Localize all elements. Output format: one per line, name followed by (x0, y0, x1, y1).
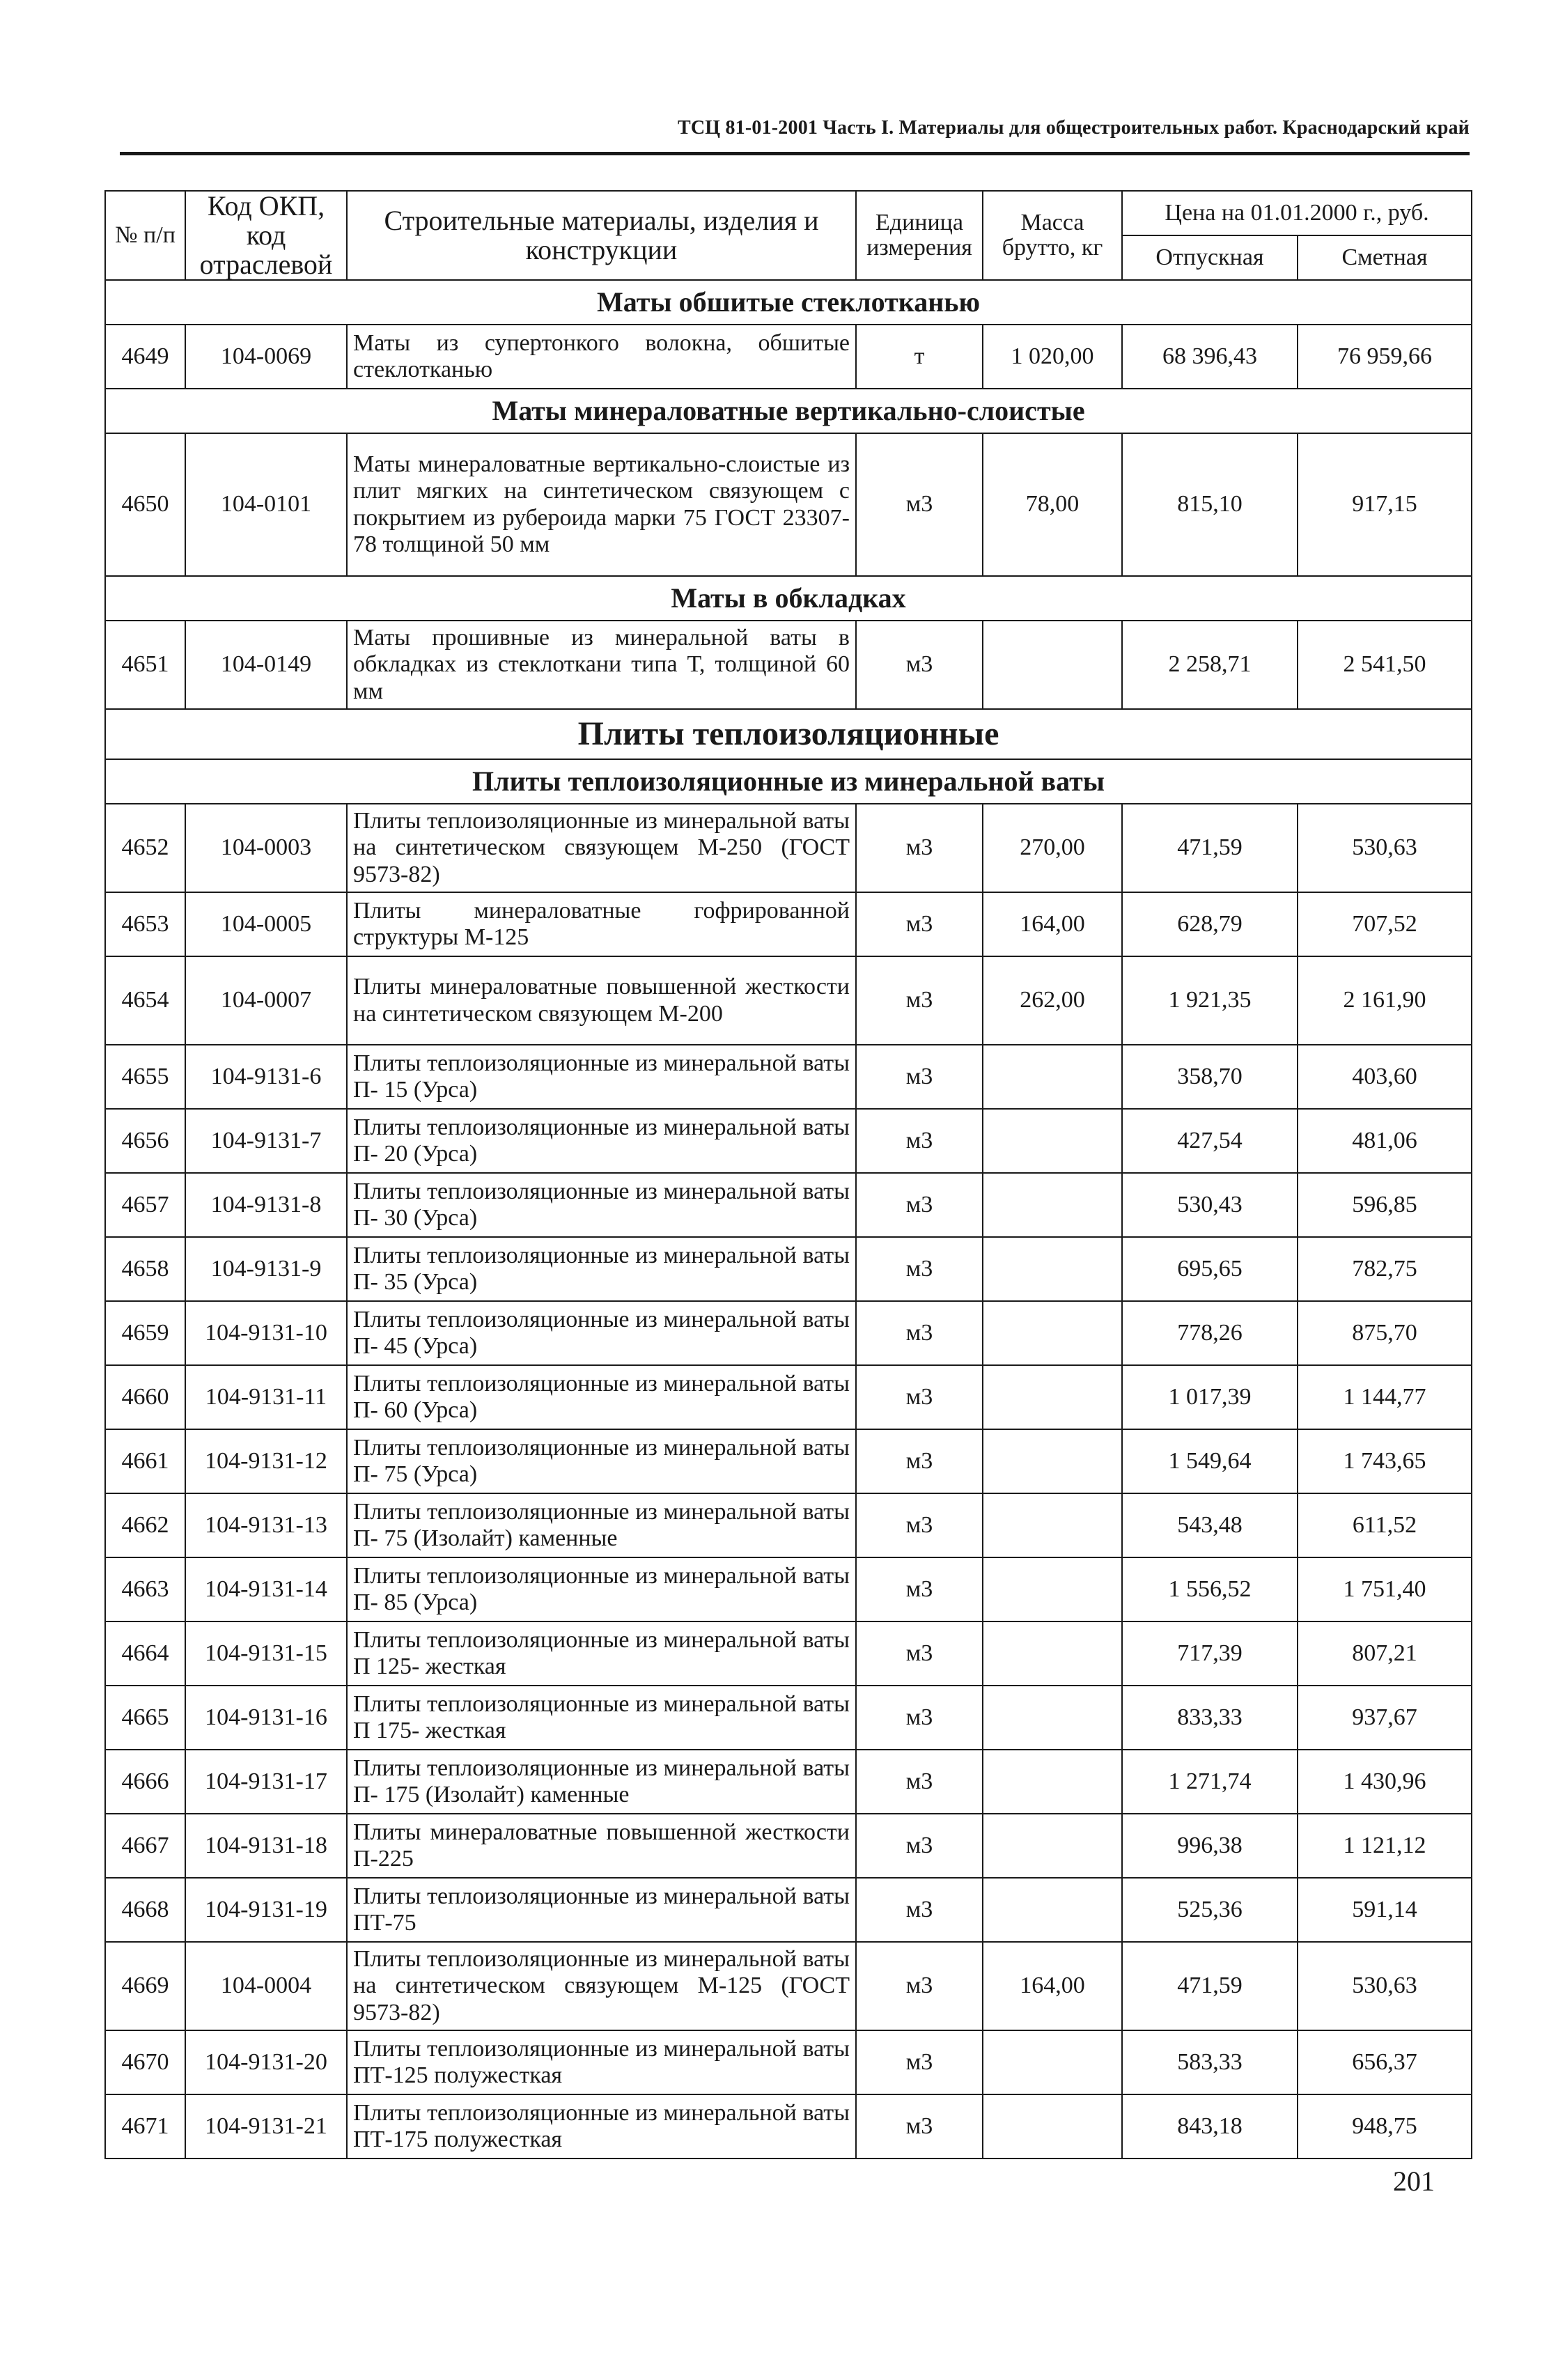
cell-unit: м3 (856, 2094, 983, 2159)
cell-material-name: Плиты теплоизоляционные из минеральной ваты П- 75 (Изолайт) каменные (347, 1493, 856, 1557)
cell-okp-code: 104-0005 (185, 892, 347, 956)
cell-material-name: Плиты минераловатные гофрированной структуры М-125 (347, 892, 856, 956)
cell-price-est: 707,52 (1298, 892, 1472, 956)
cell-material-name: Маты из супертонкого волокна, обшитые стеклотканью (347, 325, 856, 389)
cell-material-name: Плиты теплоизоляционные из минеральной ваты П- 85 (Урса) (347, 1557, 856, 1621)
group-header-title: Плиты теплоизоляционные (105, 709, 1472, 759)
cell-unit: м3 (856, 1686, 983, 1750)
table-row (105, 1621, 1472, 1686)
cell-row-number: 4661 (105, 1429, 185, 1493)
section-header-title: Маты минераловатные вертикально-слоистые (105, 389, 1472, 433)
cell-row-number: 4655 (105, 1045, 185, 1109)
cell-material-name: Плиты теплоизоляционные из минеральной ваты П- 60 (Урса) (347, 1365, 856, 1429)
cell-unit: м3 (856, 2030, 983, 2094)
cell-unit: м3 (856, 1109, 983, 1173)
cell-unit: м3 (856, 621, 983, 709)
table-row (105, 1878, 1472, 1942)
cell-material-name: Маты прошивные из минеральной ваты в обкладках из стеклоткани типа Т, толщиной 60 мм (347, 621, 856, 709)
cell-row-number: 4657 (105, 1173, 185, 1237)
cell-material-name: Плиты теплоизоляционные из минеральной ваты П- 75 (Урса) (347, 1429, 856, 1493)
cell-price-est: 591,14 (1298, 1878, 1472, 1942)
cell-material-name: Плиты теплоизоляционные из минеральной ваты П- 35 (Урса) (347, 1237, 856, 1301)
cell-price-out: 68 396,43 (1122, 325, 1298, 389)
table-row (105, 433, 1472, 576)
col-header-mass: Масса брутто, кг (983, 191, 1122, 280)
cell-material-name: Плиты теплоизоляционные из минеральной ваты П- 20 (Урса) (347, 1109, 856, 1173)
cell-price-out: 471,59 (1122, 1942, 1298, 2030)
cell-unit: м3 (856, 1814, 983, 1878)
cell-row-number: 4667 (105, 1814, 185, 1878)
cell-material-name: Плиты теплоизоляционные из минеральной ваты ПТ-75 (347, 1878, 856, 1942)
col-header-name: Строительные материалы, изделия и конструкции (347, 191, 856, 280)
table-row (105, 956, 1472, 1045)
subgroup-header-title: Плиты теплоизоляционные из минеральной ваты (105, 759, 1472, 804)
cell-unit: м3 (856, 1173, 983, 1237)
cell-row-number: 4652 (105, 804, 185, 892)
table-row (105, 1686, 1472, 1750)
cell-okp-code: 104-0101 (185, 433, 347, 576)
cell-price-out: 2 258,71 (1122, 621, 1298, 709)
table-row (105, 1109, 1472, 1173)
cell-okp-code: 104-9131-17 (185, 1750, 347, 1814)
cell-price-out: 427,54 (1122, 1109, 1298, 1173)
cell-mass (983, 1301, 1122, 1365)
cell-price-out: 833,33 (1122, 1686, 1298, 1750)
cell-okp-code: 104-9131-12 (185, 1429, 347, 1493)
table-row (105, 1173, 1472, 1237)
cell-material-name: Плиты теплоизоляционные из минеральной ваты П- 175 (Изолайт) каменные (347, 1750, 856, 1814)
section-header (105, 576, 1472, 621)
cell-unit: м3 (856, 956, 983, 1045)
cell-price-est: 1 751,40 (1298, 1557, 1472, 1621)
col-header-price-est: Сметная (1298, 235, 1472, 280)
cell-okp-code: 104-9131-19 (185, 1878, 347, 1942)
cell-unit: м3 (856, 1429, 983, 1493)
cell-okp-code: 104-9131-6 (185, 1045, 347, 1109)
cell-unit: м3 (856, 1878, 983, 1942)
table-row (105, 1301, 1472, 1365)
subgroup-header (105, 759, 1472, 804)
cell-row-number: 4654 (105, 956, 185, 1045)
cell-price-out: 1 556,52 (1122, 1557, 1298, 1621)
section-header-title: Маты в обкладках (105, 576, 1472, 621)
cell-price-out: 583,33 (1122, 2030, 1298, 2094)
cell-unit: м3 (856, 892, 983, 956)
cell-unit: м3 (856, 1493, 983, 1557)
cell-row-number: 4663 (105, 1557, 185, 1621)
cell-price-est: 1 430,96 (1298, 1750, 1472, 1814)
cell-okp-code: 104-0007 (185, 956, 347, 1045)
cell-okp-code: 104-9131-20 (185, 2030, 347, 2094)
cell-row-number: 4668 (105, 1878, 185, 1942)
cell-price-out: 695,65 (1122, 1237, 1298, 1301)
table-row (105, 621, 1472, 709)
cell-okp-code: 104-9131-11 (185, 1365, 347, 1429)
cell-price-est: 2 541,50 (1298, 621, 1472, 709)
cell-mass (983, 2030, 1122, 2094)
cell-okp-code: 104-0004 (185, 1942, 347, 2030)
table-row (105, 1237, 1472, 1301)
section-header-title: Маты обшитые стеклотканью (105, 280, 1472, 325)
cell-mass (983, 2094, 1122, 2159)
cell-mass (983, 1237, 1122, 1301)
materials-table (104, 190, 1472, 2159)
cell-okp-code: 104-9131-7 (185, 1109, 347, 1173)
cell-mass: 164,00 (983, 892, 1122, 956)
cell-okp-code: 104-9131-21 (185, 2094, 347, 2159)
cell-price-est: 403,60 (1298, 1045, 1472, 1109)
page-header: ТСЦ 81-01-2001 Часть I. Материалы для общестроительных работ. Краснодарский край (677, 117, 1470, 139)
table-row (105, 2094, 1472, 2159)
cell-material-name: Маты минераловатные вертикально-слоистые из плит мягких на синтетическом связующем с покрытием из рубероида марки 75 ГОСТ 23307-78 толщиной 50 мм (347, 433, 856, 576)
cell-row-number: 4656 (105, 1109, 185, 1173)
col-header-price-out: Отпускная (1122, 235, 1298, 280)
cell-row-number: 4658 (105, 1237, 185, 1301)
cell-price-out: 358,70 (1122, 1045, 1298, 1109)
cell-mass: 262,00 (983, 956, 1122, 1045)
cell-unit: м3 (856, 1045, 983, 1109)
table-row (105, 1045, 1472, 1109)
cell-okp-code: 104-0003 (185, 804, 347, 892)
col-header-code: Код ОКП, код отраслевой (185, 191, 347, 280)
cell-price-out: 543,48 (1122, 1493, 1298, 1557)
col-header-price-group: Цена на 01.01.2000 г., руб. (1122, 191, 1472, 235)
cell-price-out: 717,39 (1122, 1621, 1298, 1686)
cell-row-number: 4650 (105, 433, 185, 576)
cell-mass (983, 1686, 1122, 1750)
col-header-unit: Единица измерения (856, 191, 983, 280)
cell-price-est: 948,75 (1298, 2094, 1472, 2159)
cell-mass (983, 1365, 1122, 1429)
cell-price-est: 530,63 (1298, 1942, 1472, 2030)
cell-unit: м3 (856, 804, 983, 892)
cell-price-est: 917,15 (1298, 433, 1472, 576)
cell-mass (983, 1814, 1122, 1878)
cell-row-number: 4666 (105, 1750, 185, 1814)
cell-mass: 1 020,00 (983, 325, 1122, 389)
cell-material-name: Плиты теплоизоляционные из минеральной ваты ПТ-175 полужесткая (347, 2094, 856, 2159)
table-row (105, 1942, 1472, 2030)
cell-price-est: 656,37 (1298, 2030, 1472, 2094)
section-header (105, 280, 1472, 325)
cell-price-est: 1 144,77 (1298, 1365, 1472, 1429)
cell-okp-code: 104-0069 (185, 325, 347, 389)
col-header-num: № п/п (105, 191, 185, 280)
cell-mass (983, 1621, 1122, 1686)
cell-price-est: 481,06 (1298, 1109, 1472, 1173)
cell-mass: 164,00 (983, 1942, 1122, 2030)
cell-mass (983, 1173, 1122, 1237)
table-row (105, 804, 1472, 892)
cell-material-name: Плиты минераловатные повышенной жесткости П-225 (347, 1814, 856, 1878)
cell-mass (983, 621, 1122, 709)
cell-material-name: Плиты теплоизоляционные из минеральной ваты на синтетическом связующем М-125 (ГОСТ 9573-82) (347, 1942, 856, 2030)
cell-material-name: Плиты теплоизоляционные из минеральной ваты на синтетическом связующем М-250 (ГОСТ 9573-82) (347, 804, 856, 892)
cell-row-number: 4670 (105, 2030, 185, 2094)
cell-unit: м3 (856, 1365, 983, 1429)
cell-row-number: 4649 (105, 325, 185, 389)
cell-row-number: 4651 (105, 621, 185, 709)
table-row (105, 1814, 1472, 1878)
cell-material-name: Плиты теплоизоляционные из минеральной ваты П- 30 (Урса) (347, 1173, 856, 1237)
cell-mass (983, 1750, 1122, 1814)
cell-mass (983, 1045, 1122, 1109)
cell-price-out: 843,18 (1122, 2094, 1298, 2159)
cell-material-name: Плиты минераловатные повышенной жесткости на синтетическом связующем М-200 (347, 956, 856, 1045)
group-header (105, 709, 1472, 759)
cell-okp-code: 104-9131-9 (185, 1237, 347, 1301)
cell-unit: т (856, 325, 983, 389)
table-row (105, 1750, 1472, 1814)
cell-price-out: 628,79 (1122, 892, 1298, 956)
cell-row-number: 4659 (105, 1301, 185, 1365)
cell-okp-code: 104-0149 (185, 621, 347, 709)
cell-material-name: Плиты теплоизоляционные из минеральной ваты П 175- жесткая (347, 1686, 856, 1750)
cell-price-out: 815,10 (1122, 433, 1298, 576)
cell-material-name: Плиты теплоизоляционные из минеральной ваты П 125- жесткая (347, 1621, 856, 1686)
table-row (105, 1365, 1472, 1429)
cell-price-est: 76 959,66 (1298, 325, 1472, 389)
cell-price-est: 807,21 (1298, 1621, 1472, 1686)
cell-row-number: 4669 (105, 1942, 185, 2030)
cell-price-out: 1 271,74 (1122, 1750, 1298, 1814)
cell-mass (983, 1429, 1122, 1493)
cell-price-out: 471,59 (1122, 804, 1298, 892)
cell-mass (983, 1493, 1122, 1557)
cell-price-out: 778,26 (1122, 1301, 1298, 1365)
table-row (105, 1557, 1472, 1621)
cell-okp-code: 104-9131-16 (185, 1686, 347, 1750)
cell-unit: м3 (856, 1750, 983, 1814)
cell-material-name: Плиты теплоизоляционные из минеральной ваты П- 45 (Урса) (347, 1301, 856, 1365)
cell-unit: м3 (856, 1301, 983, 1365)
cell-row-number: 4660 (105, 1365, 185, 1429)
cell-price-est: 782,75 (1298, 1237, 1472, 1301)
cell-okp-code: 104-9131-18 (185, 1814, 347, 1878)
cell-unit: м3 (856, 1621, 983, 1686)
table-row (105, 892, 1472, 956)
cell-price-est: 530,63 (1298, 804, 1472, 892)
section-header (105, 389, 1472, 433)
cell-price-out: 530,43 (1122, 1173, 1298, 1237)
cell-mass (983, 1109, 1122, 1173)
table-row (105, 325, 1472, 389)
table-row (105, 1429, 1472, 1493)
cell-unit: м3 (856, 1942, 983, 2030)
cell-row-number: 4665 (105, 1686, 185, 1750)
cell-price-est: 611,52 (1298, 1493, 1472, 1557)
cell-row-number: 4664 (105, 1621, 185, 1686)
cell-mass (983, 1557, 1122, 1621)
cell-price-out: 1 017,39 (1122, 1365, 1298, 1429)
cell-price-est: 937,67 (1298, 1686, 1472, 1750)
cell-price-out: 1 921,35 (1122, 956, 1298, 1045)
table-body (105, 280, 1472, 2159)
cell-price-est: 1 121,12 (1298, 1814, 1472, 1878)
cell-price-est: 2 161,90 (1298, 956, 1472, 1045)
cell-okp-code: 104-9131-15 (185, 1621, 347, 1686)
cell-row-number: 4662 (105, 1493, 185, 1557)
table-row (105, 1493, 1472, 1557)
table-row (105, 2030, 1472, 2094)
cell-mass: 270,00 (983, 804, 1122, 892)
cell-mass: 78,00 (983, 433, 1122, 576)
cell-okp-code: 104-9131-13 (185, 1493, 347, 1557)
header-divider (120, 152, 1470, 155)
cell-price-est: 596,85 (1298, 1173, 1472, 1237)
cell-price-out: 1 549,64 (1122, 1429, 1298, 1493)
cell-material-name: Плиты теплоизоляционные из минеральной ваты ПТ-125 полужесткая (347, 2030, 856, 2094)
page-number: 201 (1393, 2165, 1435, 2197)
cell-price-est: 875,70 (1298, 1301, 1472, 1365)
cell-okp-code: 104-9131-8 (185, 1173, 347, 1237)
cell-unit: м3 (856, 1237, 983, 1301)
table-header (105, 191, 1472, 280)
cell-okp-code: 104-9131-14 (185, 1557, 347, 1621)
cell-price-out: 996,38 (1122, 1814, 1298, 1878)
cell-row-number: 4671 (105, 2094, 185, 2159)
cell-material-name: Плиты теплоизоляционные из минеральной ваты П- 15 (Урса) (347, 1045, 856, 1109)
cell-row-number: 4653 (105, 892, 185, 956)
cell-unit: м3 (856, 1557, 983, 1621)
cell-okp-code: 104-9131-10 (185, 1301, 347, 1365)
cell-price-out: 525,36 (1122, 1878, 1298, 1942)
cell-mass (983, 1878, 1122, 1942)
cell-price-est: 1 743,65 (1298, 1429, 1472, 1493)
cell-unit: м3 (856, 433, 983, 576)
